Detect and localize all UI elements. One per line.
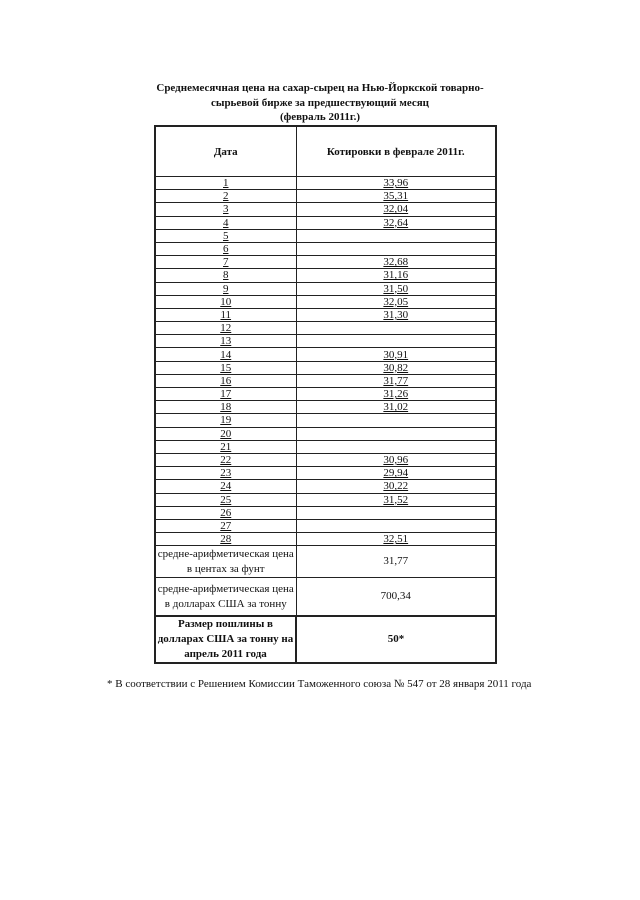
- table-row: [155, 374, 496, 387]
- day-cell: [155, 190, 296, 203]
- footnote: * В соответствии с Решением Комиссии Таможенного союза № 547 от 28 января 2011 года: [107, 678, 532, 690]
- price-cell: [296, 506, 496, 519]
- header-quotes: Котировки в феврале 2011г.: [296, 126, 496, 177]
- price-cell: [296, 295, 496, 308]
- day-value: 12: [220, 322, 232, 335]
- day-cell: [155, 519, 296, 532]
- day-cell: [155, 295, 296, 308]
- table-row: [155, 322, 496, 335]
- price-cell: [296, 401, 496, 414]
- day-value: 6: [223, 243, 229, 256]
- avg-usd-row-label: [155, 578, 296, 617]
- day-cell: [155, 256, 296, 269]
- day-value: 11: [220, 308, 232, 321]
- duty-row-label: [155, 616, 296, 663]
- table-row: [155, 216, 496, 229]
- price-cell: [296, 533, 496, 546]
- price-value: 33,96: [383, 177, 409, 190]
- price-cell: [296, 335, 496, 348]
- table-row: [155, 282, 496, 295]
- table-row: [155, 388, 496, 401]
- day-value: 18: [220, 401, 232, 414]
- table-row: [155, 467, 496, 480]
- document-title: [0, 81, 640, 125]
- table-row: [155, 229, 496, 242]
- day-cell: [155, 282, 296, 295]
- day-cell: [155, 269, 296, 282]
- header-date: Дата: [155, 126, 296, 177]
- day-cell: [155, 414, 296, 427]
- day-value: 23: [220, 467, 232, 480]
- table-row: [155, 453, 496, 466]
- price-cell: [296, 480, 496, 493]
- duty-row: [155, 616, 496, 663]
- table-row: [155, 190, 496, 203]
- price-cell: [296, 374, 496, 387]
- day-value: 9: [223, 282, 229, 295]
- day-cell: [155, 229, 296, 242]
- title-line-1: Среднемесячная цена на сахар-сырец на Нью-Йоркской товарно-: [156, 82, 484, 94]
- price-value: 29,94: [383, 467, 409, 480]
- price-cell: [296, 229, 496, 242]
- day-value: 16: [220, 374, 232, 387]
- day-cell: [155, 493, 296, 506]
- price-cell: [296, 216, 496, 229]
- price-cell: [296, 467, 496, 480]
- avg-cents-row: [155, 546, 496, 578]
- day-value: 24: [220, 480, 232, 493]
- day-cell: [155, 308, 296, 321]
- table-row: [155, 519, 496, 532]
- price-value: 31,50: [383, 282, 409, 295]
- table-row: [155, 427, 496, 440]
- day-cell: [155, 440, 296, 453]
- day-cell: [155, 374, 296, 387]
- day-cell: [155, 177, 296, 190]
- price-cell: [296, 190, 496, 203]
- table-row: [155, 256, 496, 269]
- day-value: 7: [223, 256, 229, 269]
- price-cell: [296, 519, 496, 532]
- price-cell: [296, 427, 496, 440]
- label-line: долларах США за тонну на: [157, 633, 294, 646]
- price-value: 35,31: [383, 190, 409, 203]
- day-cell: [155, 322, 296, 335]
- price-cell: [296, 203, 496, 216]
- price-value: 30,82: [383, 361, 409, 374]
- price-table: [154, 125, 497, 664]
- price-value: 31,02: [383, 401, 409, 414]
- day-cell: [155, 388, 296, 401]
- price-value: 31,26: [383, 388, 409, 401]
- avg-cents-row-value: 31,77: [296, 546, 496, 578]
- price-value: 30,22: [383, 480, 409, 493]
- day-value: 20: [220, 427, 232, 440]
- table-row: [155, 335, 496, 348]
- day-value: 25: [220, 493, 232, 506]
- day-value: 3: [223, 203, 229, 216]
- table-row: [155, 480, 496, 493]
- label-line: средне-арифметическая цена: [157, 582, 294, 595]
- price-value: 32,64: [383, 216, 409, 229]
- day-cell: [155, 203, 296, 216]
- price-cell: [296, 388, 496, 401]
- price-cell: [296, 308, 496, 321]
- table-row: [155, 295, 496, 308]
- table-row: [155, 493, 496, 506]
- day-cell: [155, 453, 296, 466]
- price-value: 31,30: [383, 308, 409, 321]
- table-row: [155, 401, 496, 414]
- table-row: [155, 308, 496, 321]
- avg-usd-row-value: 700,34: [296, 578, 496, 617]
- price-cell: [296, 348, 496, 361]
- price-value: 32,68: [383, 256, 409, 269]
- price-value: 31,52: [383, 493, 409, 506]
- day-value: 1: [223, 177, 229, 190]
- price-cell: [296, 493, 496, 506]
- table-row: [155, 177, 496, 190]
- day-cell: [155, 335, 296, 348]
- table-row: [155, 506, 496, 519]
- day-value: 22: [220, 454, 232, 467]
- day-cell: [155, 533, 296, 546]
- day-cell: [155, 401, 296, 414]
- label-line: в центах за фунт: [186, 562, 265, 575]
- day-value: 10: [220, 295, 232, 308]
- table-row: [155, 414, 496, 427]
- price-value: 32,51: [383, 533, 409, 546]
- price-cell: [296, 242, 496, 255]
- table-row: [155, 203, 496, 216]
- avg-usd-row: [155, 578, 496, 617]
- day-cell: [155, 242, 296, 255]
- day-cell: [155, 216, 296, 229]
- price-cell: [296, 414, 496, 427]
- table-row: [155, 269, 496, 282]
- price-value: 32,04: [383, 203, 409, 216]
- day-value: 14: [220, 348, 232, 361]
- day-value: 5: [223, 229, 229, 242]
- price-value: 32,05: [383, 295, 409, 308]
- label-line: апрель 2011 года: [184, 648, 267, 661]
- price-value: 30,96: [383, 454, 409, 467]
- price-cell: [296, 361, 496, 374]
- day-value: 19: [220, 414, 232, 427]
- price-value: 30,91: [383, 348, 409, 361]
- day-value: 2: [223, 190, 229, 203]
- day-value: 26: [220, 506, 232, 519]
- day-value: 27: [220, 519, 232, 532]
- day-value: 15: [220, 361, 232, 374]
- title-line-3: (февраль 2011г.): [279, 111, 361, 123]
- table-row: [155, 348, 496, 361]
- day-value: 8: [223, 269, 229, 282]
- day-cell: [155, 361, 296, 374]
- day-value: 17: [220, 388, 232, 401]
- table-row: [155, 242, 496, 255]
- day-cell: [155, 348, 296, 361]
- day-value: 21: [220, 440, 232, 453]
- table-row: [155, 440, 496, 453]
- price-cell: [296, 269, 496, 282]
- label-line: Размер пошлины в: [178, 618, 273, 631]
- day-value: 13: [220, 335, 232, 348]
- price-cell: [296, 453, 496, 466]
- price-cell: [296, 282, 496, 295]
- label-line: средне-арифметическая цена: [157, 547, 294, 560]
- label-line: в долларах США за тонну: [164, 597, 287, 610]
- price-value: 31,16: [383, 269, 409, 282]
- day-cell: [155, 480, 296, 493]
- table-row: [155, 361, 496, 374]
- duty-row-value: 50*: [296, 616, 496, 663]
- price-cell: [296, 440, 496, 453]
- day-cell: [155, 506, 296, 519]
- table-header: [155, 126, 496, 177]
- price-value: 31,77: [383, 374, 409, 387]
- day-cell: [155, 467, 296, 480]
- title-line-2: сырьевой бирже за предшествующий месяц: [210, 96, 430, 109]
- avg-cents-row-label: [155, 546, 296, 578]
- price-cell: [296, 256, 496, 269]
- price-cell: [296, 177, 496, 190]
- day-value: 4: [223, 216, 229, 229]
- price-cell: [296, 322, 496, 335]
- table-row: [155, 533, 496, 546]
- day-cell: [155, 427, 296, 440]
- day-value: 28: [220, 533, 232, 546]
